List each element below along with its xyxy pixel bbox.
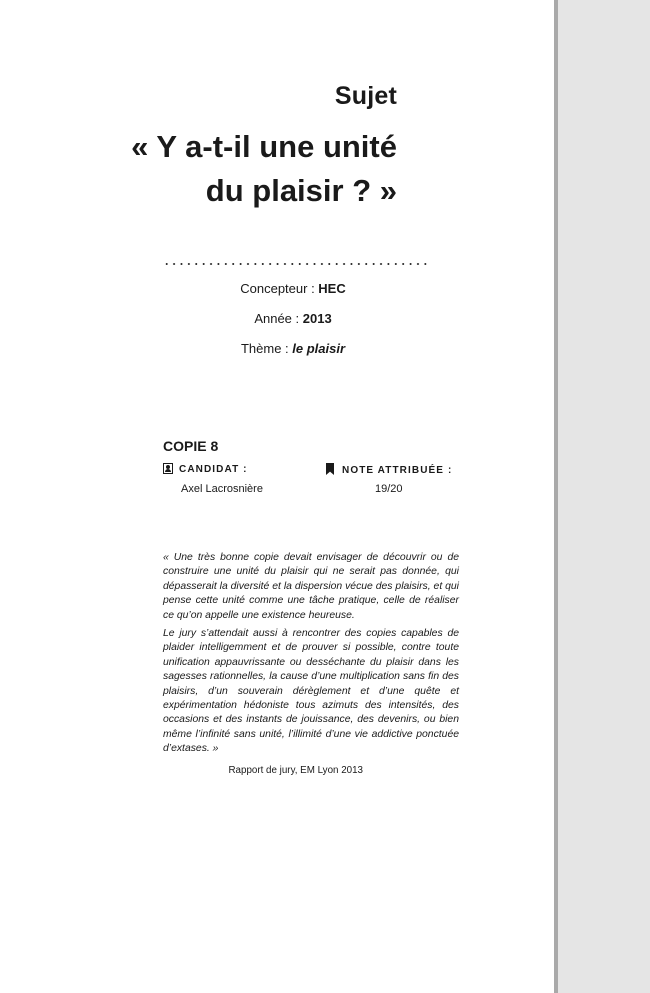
quote-paragraph-2: Le jury s’attendait aussi à rencontrer des copies capables de plaider intelligemment et de prouver si possible, contre toute unification appauvrissante ou desséchante du plaisir dans les sagesses rationnelles, la cause d’une multiplication sans fin des plaisirs, d’un souverain dérèglement et d’une quête et expérimentation hédoniste tous azimuts des intensités, des occasions et des instants de jouissance, des devenirs, ou bien même l’infinité sans unité, l’illimité d’une vie addictive ponctuée d’extases. » [163,628,459,755]
candidat-label-row [163,463,248,475]
note-label: NOTE ATTRIBUÉE : [342,465,453,476]
theme-line [163,341,423,356]
quote-paragraph-1: « Une très bonne copie devait envisager de découvrir ou de construire une unité du plaisir qui ne serait pas donnée, qui dépasserait la diversité et la dispersion vécue des plaisirs, et qui pense cette unité comme une tâche pratique, celle de réaliser ce qu’on appelle une existence heureuse. [163,552,459,621]
concepteur-line [163,281,423,296]
note-label-row [326,463,452,476]
note-value: 19/20 [375,483,403,495]
section-label: Sujet [334,82,397,110]
title-line-1: « Y a-t-il une unité [131,129,397,164]
annee-value: 2013 [302,311,332,326]
title-line-2: du plaisir ? » [205,173,397,208]
candidat-label: CANDIDAT : [179,464,248,475]
candidat-name: Axel Lacrosnière [181,483,263,495]
annee-label: Année : [254,311,303,326]
side-margin-panel [558,0,650,993]
page-title [17,125,397,213]
concepteur-value: HEC [318,281,346,296]
dotted-divider [163,263,429,265]
theme-label: Thème : [240,341,293,356]
quote-source: Rapport de jury, EM Lyon 2013 [228,765,363,776]
jury-quote [163,551,459,761]
concepteur-label: Concepteur : [240,281,319,296]
theme-value: le plaisir [292,341,346,356]
copie-heading: COPIE 8 [163,438,219,454]
annee-line [163,311,423,326]
bookmark-icon [326,463,334,475]
person-badge-icon [163,463,173,474]
